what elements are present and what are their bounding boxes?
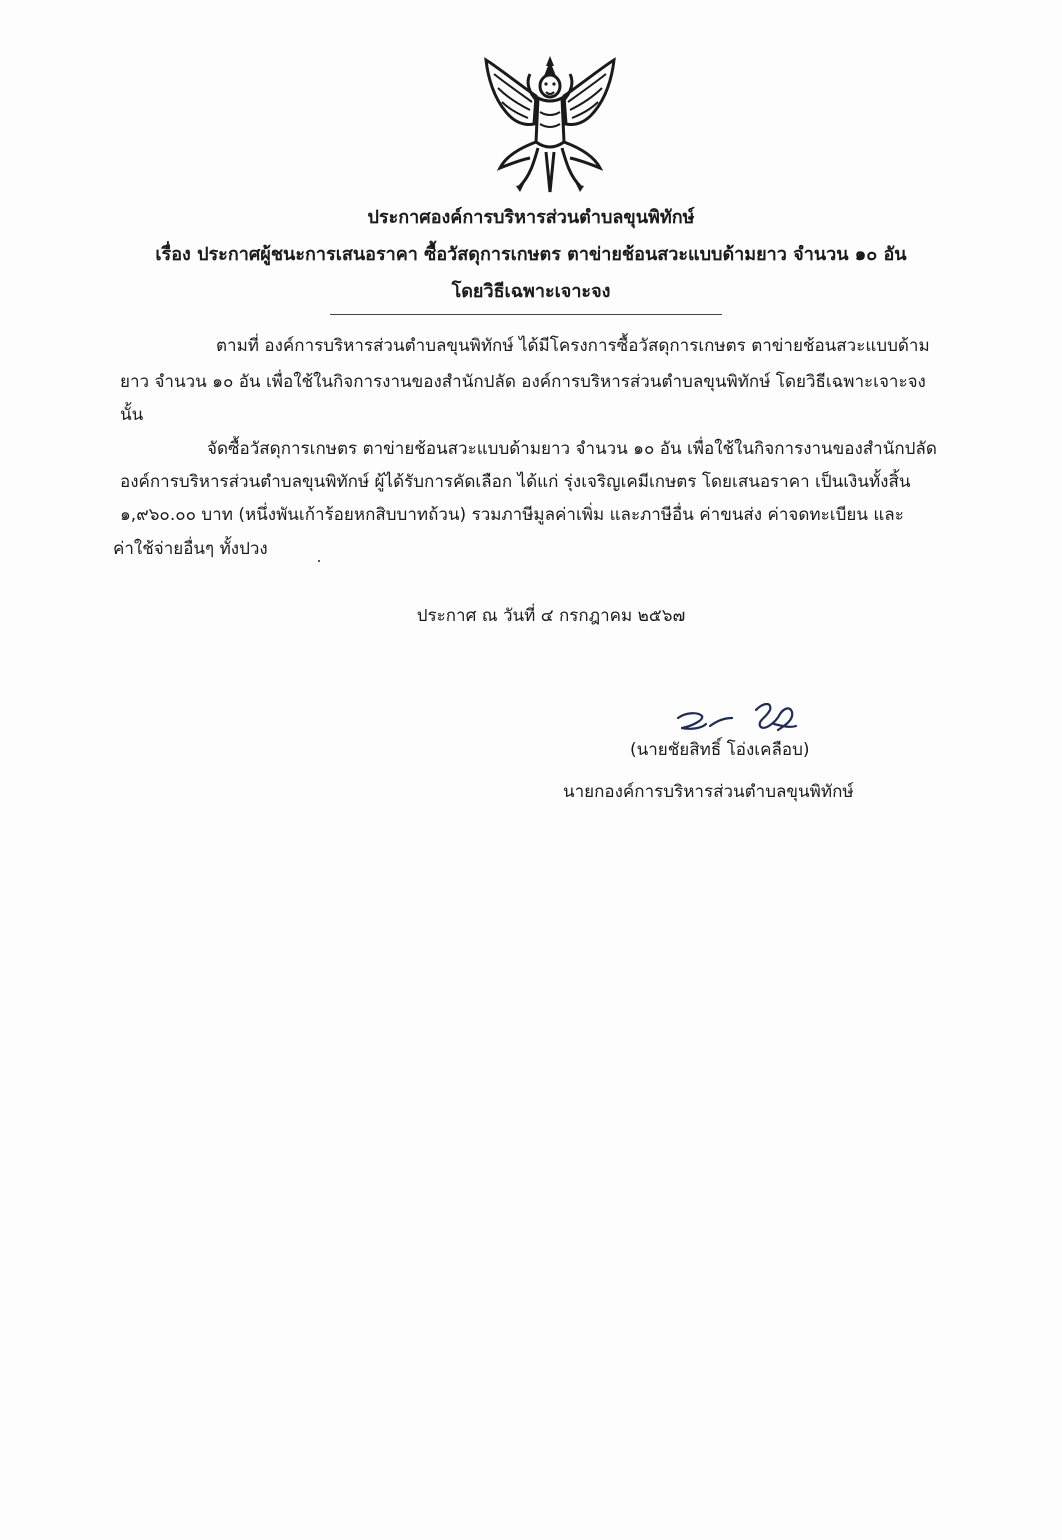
handwritten-signature — [672, 696, 822, 742]
header-method: โดยวิธีเฉพาะเจาะจง — [451, 281, 611, 302]
announcement-date: ประกาศ ณ วันที่ ๔ กรกฎาคม ๒๕๖๗ — [416, 606, 686, 626]
paragraph1-line3: นั้น — [120, 405, 144, 425]
paragraph1-line1: ตามที่ องค์การบริหารส่วนตำบลขุนพิทักษ์ ได้มีโครงการซื้อวัสดุการเกษตร ตาข่ายช้อนสวะแบบด้าม — [216, 336, 930, 356]
signatory-name: (นายชัยสิทธิ์ โอ่งเคลือบ) — [630, 740, 810, 760]
paragraph1-line2: ยาว จำนวน ๑๐ อัน เพื่อใช้ในกิจการงานของสำนักปลัด องค์การบริหารส่วนตำบลขุนพิทักษ์ โดยวิธีเฉพาะเจาะจง — [120, 372, 926, 392]
garuda-emblem-icon — [476, 52, 624, 200]
header-divider — [330, 314, 722, 315]
paragraph2-line1: จัดซื้อวัสดุการเกษตร ตาข่ายช้อนสวะแบบด้ามยาว จำนวน ๑๐ อัน เพื่อใช้ในกิจการงานของสำนักปลัด — [207, 439, 937, 459]
signatory-title: นายกองค์การบริหารส่วนตำบลขุนพิทักษ์ — [563, 782, 854, 802]
header-org-title: ประกาศองค์การบริหารส่วนตำบลขุนพิทักษ์ — [367, 207, 695, 228]
paragraph2-line4: ค่าใช้จ่ายอื่นๆ ทั้งปวง — [113, 539, 268, 559]
paragraph2-line2: องค์การบริหารส่วนตำบลขุนพิทักษ์ ผู้ได้รับการคัดเลือก ได้แก่ รุ่งเจริญเคมีเกษตร โดยเสนอราคา เป็นเงินทั้งสิ้น — [120, 472, 911, 492]
header-subject: เรื่อง ประกาศผู้ชนะการเสนอราคา ซื้อวัสดุการเกษตร ตาข่ายช้อนสวะแบบด้ามยาว จำนวน ๑๐ อัน — [155, 244, 907, 265]
paragraph2-line3: ๑,๙๖๐.๐๐ บาท (หนึ่งพันเก้าร้อยหกสิบบาทถ้วน) รวมภาษีมูลค่าเพิ่ม และภาษีอื่น ค่าขนส่ง ค่าจดทะเบียน และ — [120, 505, 904, 525]
scan-speck — [318, 560, 320, 562]
